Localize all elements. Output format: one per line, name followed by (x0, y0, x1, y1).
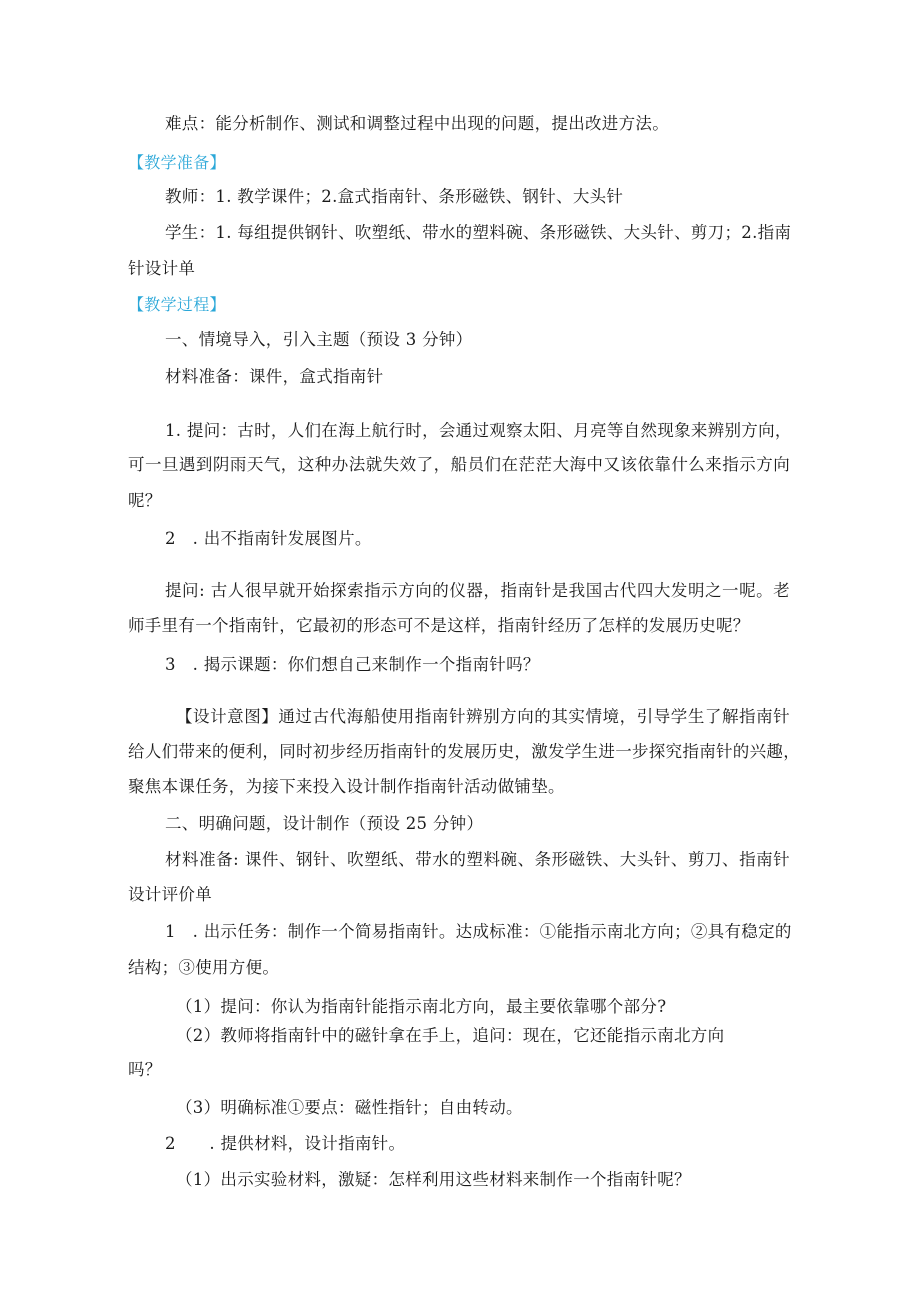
student-materials-line-cont: 针设计单 (128, 259, 196, 278)
ask-line: 提问: 古人很早就开始探索指示方向的仪器，指南针是我国古代四大发明之一呢。老 (165, 581, 790, 600)
item-three-line: 3 . 揭示课题：你们想自己来制作一个指南针吗？ (165, 655, 540, 674)
sub-item-show-materials: （1）出示实验材料，激疑：怎样利用这些材料来制作一个指南针呢？ (176, 1170, 691, 1189)
item-provide-materials: 2 . 提供材料，设计指南针。 (165, 1134, 406, 1153)
design-intent-line-cont: 给人们带来的便利，同时初步经历指南针的发展历史，激发学生进一步探究指南针的兴趣， (128, 742, 800, 761)
student-materials-line: 学生：1. 每组提供钢针、吹塑纸、带水的塑料碗、条形磁铁、大头针、剪刀；2.指南 (165, 223, 792, 242)
step-two-materials-cont: 设计评价单 (128, 885, 212, 904)
section-heading-teaching-preparation: 【教学准备】 (128, 153, 226, 172)
step-two-materials: 材料准备: 课件、钢针、吹塑纸、带水的塑料碗、条形磁铁、大头针、剪刀、指南针 (165, 850, 790, 869)
task-line-cont: 结构；③使用方便。 (128, 958, 280, 977)
teacher-materials-line: 教师：1. 教学课件；2.盒式指南针、条形磁铁、钢针、大头针 (165, 187, 624, 206)
question-one-line-end: 呢？ (128, 491, 162, 510)
design-intent-line-end: 聚焦本课任务，为接下来投入设计制作指南针活动做铺垫。 (128, 777, 565, 796)
sub-item-one: （1）提问：你认为指南针能指示南北方向，最主要依靠哪个部分? (176, 997, 667, 1016)
task-line: 1 . 出示任务：制作一个简易指南针。达成标准：①能指示南北方向；②具有稳定的 (165, 922, 792, 941)
step-one-title: 一、情境导入，引入主题（预设 3 分钟） (165, 330, 473, 349)
question-one-line: 1. 提问：古时，人们在海上航行时，会通过观察太阳、月亮等自然现象来辨别方向， (165, 421, 792, 440)
design-intent-line: 【设计意图】通过古代海船使用指南针辨别方向的其实情境，引导学生了解指南针 (176, 707, 790, 726)
sub-item-two-cont: 吗？ (128, 1060, 162, 1079)
sub-item-two: （2）教师将指南针中的磁针拿在手上，追问：现在，它还能指示南北方向 (176, 1026, 725, 1045)
question-one-line-cont: 可一旦遇到阴雨天气，这种办法就失效了，船员们在茫茫大海中又该依靠什么来指示方向 (128, 455, 790, 474)
step-one-materials: 材料准备：课件，盒式指南针 (165, 367, 384, 386)
section-heading-teaching-process: 【教学过程】 (128, 295, 226, 314)
ask-line-cont: 师手里有一个指南针，它最初的形态可不是这样，指南针经历了怎样的发展历史呢？ (128, 616, 750, 635)
sub-item-three: （3）明确标准①要点：磁性指针；自由转动。 (176, 1098, 523, 1117)
difficulty-line: 难点：能分析制作、测试和调整过程中出现的问题，提出改进方法。 (165, 114, 669, 133)
step-two-title: 二、明确问题，设计制作（预设 25 分钟） (165, 814, 484, 833)
item-two-line: 2 . 出不指南针发展图片。 (165, 529, 372, 548)
